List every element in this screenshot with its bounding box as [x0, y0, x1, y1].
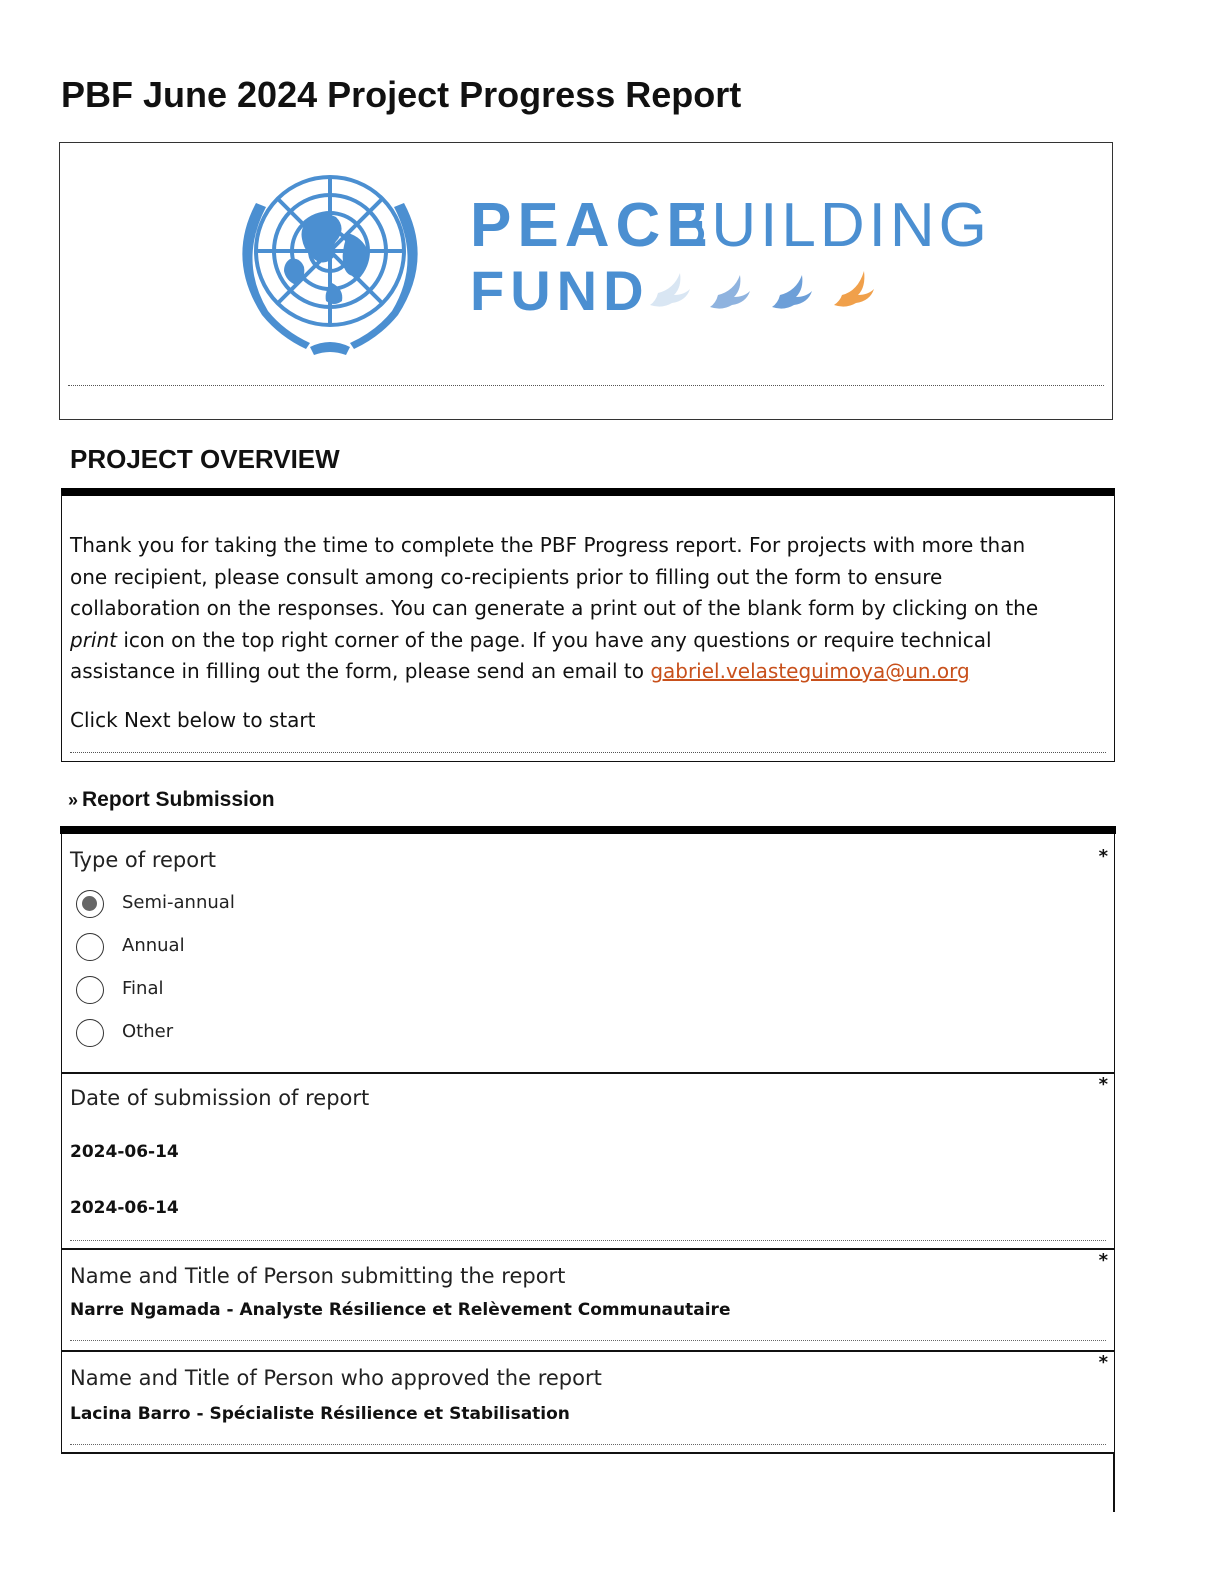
- required-marker: *: [1098, 1074, 1108, 1095]
- section-heading-label: Report Submission: [82, 788, 275, 811]
- section-top-rule: [60, 826, 1116, 834]
- question-label: Name and Title of Person submitting the report: [70, 1264, 566, 1288]
- divider: [70, 752, 1106, 753]
- divider: [68, 385, 1104, 386]
- required-marker: *: [1098, 846, 1108, 867]
- radio-label: Final: [122, 978, 164, 999]
- doves-icon: [648, 263, 888, 319]
- overview-panel: [61, 488, 1115, 762]
- overview-text-part2: icon on the top right corner of the page. If you have any questions or require technical assistance in filling out the form, please send an email to: [70, 627, 992, 683]
- question-label: Date of submission of report: [70, 1086, 370, 1110]
- question-label: Type of report: [70, 848, 216, 872]
- overview-text-part1: Thank you for taking the time to complete the PBF Progress report. For projects with more than one recipient, please consult among co-recipients prior to filling out the form to ensure collaboration on the responses. You can generate a print out of the blank form by clicking on the: [70, 533, 1039, 620]
- radio-button[interactable]: [76, 1019, 104, 1047]
- required-marker: *: [1098, 1352, 1108, 1373]
- un-emblem-icon: [220, 163, 440, 359]
- question-approver: [61, 1352, 1115, 1454]
- divider: [70, 1340, 1106, 1341]
- radio-button-checked[interactable]: [76, 890, 104, 918]
- question-submitter: [61, 1250, 1115, 1352]
- logo-word-fund: FUND: [470, 259, 650, 322]
- email-link[interactable]: gabriel.velasteguimoya@un.org: [650, 659, 970, 683]
- approver-value[interactable]: Lacina Barro - Spécialiste Résilience et Stabilisation: [70, 1404, 570, 1424]
- frame-edge: [1113, 1454, 1115, 1512]
- question-date-of-submission: [61, 1074, 1115, 1250]
- divider: [61, 1452, 1115, 1454]
- section-heading-overview: PROJECT OVERVIEW: [70, 444, 340, 474]
- overview-intro-text: [70, 530, 1050, 688]
- logo-word-building: BUILDING: [666, 191, 991, 260]
- submitter-value[interactable]: Narre Ngamada - Analyste Résilience et Relèvement Communautaire: [70, 1300, 731, 1320]
- radio-button[interactable]: [76, 976, 104, 1004]
- date-value-repeat[interactable]: 2024-06-14: [70, 1198, 179, 1218]
- divider: [70, 1240, 1106, 1241]
- required-marker: *: [1098, 1250, 1108, 1271]
- question-label: Name and Title of Person who approved the report: [70, 1366, 602, 1390]
- section-heading-report-submission[interactable]: [68, 788, 275, 812]
- question-type-of-report: [61, 834, 1115, 1074]
- chevron-right-icon: »: [68, 790, 79, 810]
- pbf-logo-wordmark: [470, 191, 1030, 322]
- start-instruction: Click Next below to start: [70, 708, 316, 732]
- page-title: PBF June 2024 Project Progress Report: [61, 74, 742, 115]
- radio-button[interactable]: [76, 933, 104, 961]
- print-emphasis: print: [70, 627, 117, 652]
- divider: [70, 1444, 1106, 1445]
- radio-label: Other: [122, 1021, 174, 1042]
- logo-word-peace: PEACE: [470, 191, 714, 260]
- radio-label: Semi-annual: [122, 892, 235, 913]
- date-value[interactable]: 2024-06-14: [70, 1142, 179, 1162]
- logo-panel: [59, 142, 1113, 420]
- radio-label: Annual: [122, 935, 185, 956]
